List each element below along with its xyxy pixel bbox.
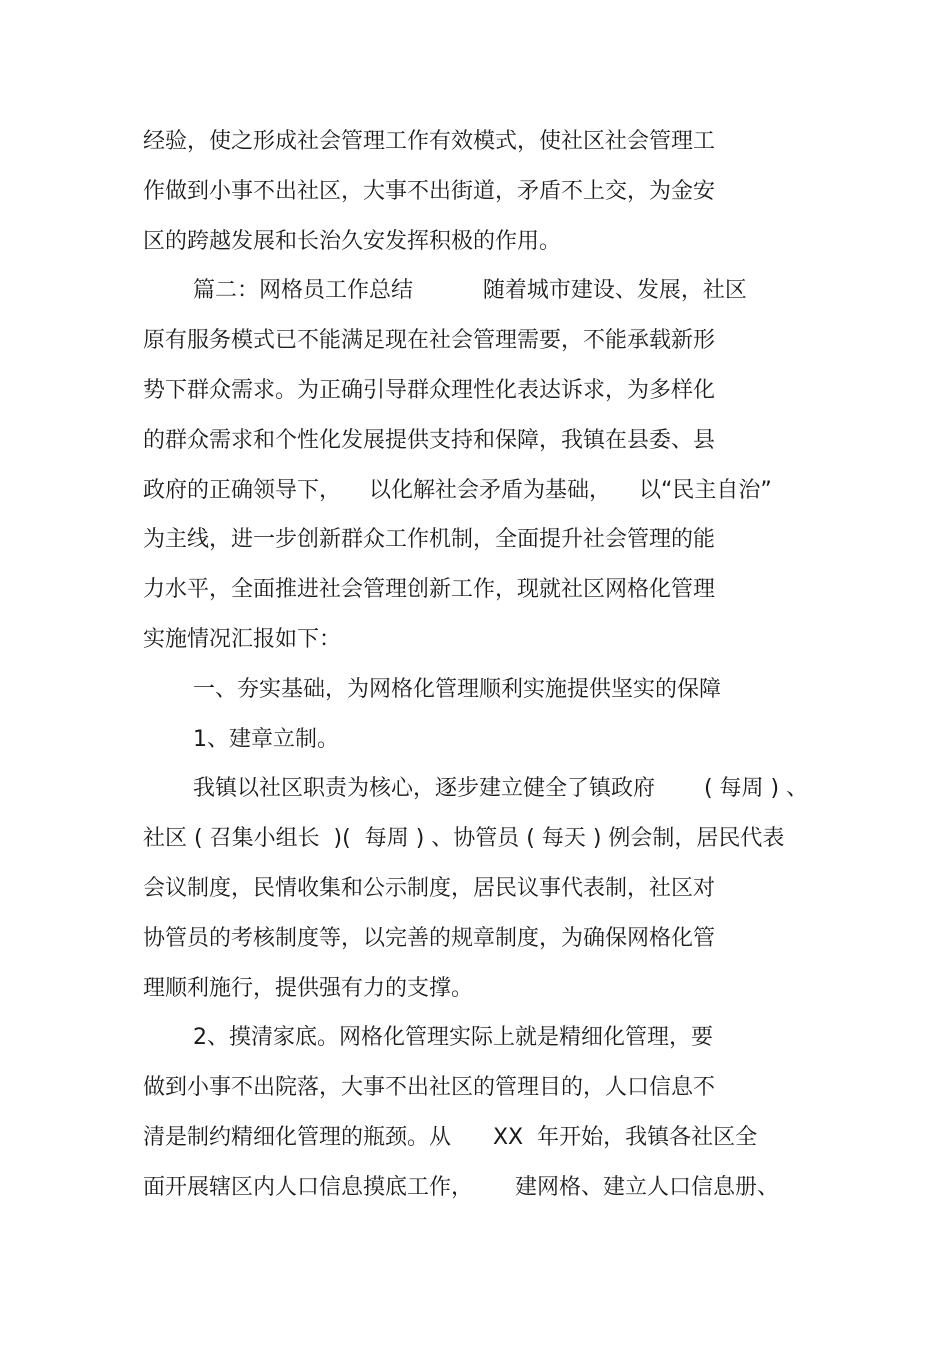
text-line: 实施情况汇报如下： [143, 627, 342, 652]
text-line: 原有服务模式已不能满足现在社会管理需要，不能承载新形 [143, 328, 716, 353]
subheading-line: 一、夯实基础，为网格化管理顺利实施提供坚实的保障 [193, 677, 722, 702]
text-line: 2、摸清家底。网格化管理实际上就是精细化管理，要 [193, 1025, 713, 1050]
text-line: 协管员的考核制度等，以完善的规章制度，为确保网格化管 [143, 926, 716, 951]
text-line: 作做到小事不出社区，大事不出街道，矛盾不上交，为金安 [143, 179, 716, 204]
text-line: 会议制度，民情收集和公示制度，居民议事代表制，社区对 [143, 876, 716, 901]
subheading-line: 1、建章立制。 [193, 727, 339, 752]
text-line: 经验，使之形成社会管理工作有效模式，使社区社会管理工 [143, 129, 716, 154]
text-line: 势下群众需求。为正确引导群众理性化表达诉求，为多样化 [143, 378, 716, 403]
text-line: 做到小事不出院落，大事不出社区的管理目的，人口信息不 [143, 1075, 716, 1100]
text-line: 的群众需求和个性化发展提供支持和保障，我镇在县委、县 [143, 428, 716, 453]
text-line: 政府的正确领导下， 以化解社会矛盾为基础， 以“民主自治” [143, 478, 772, 503]
text-line: 社区 ( 召集小组长 )( 每周 ) 、协管员 ( 每天 ) 例会制，居民代表 [143, 826, 785, 851]
text-line: 面开展辖区内人口信息摸底工作， 建网格、建立人口信息册、 [143, 1175, 779, 1200]
text-line: 理顺利施行，提供强有力的支撑。 [143, 976, 474, 1001]
section-heading-line: 篇二：网格员工作总结 随着城市建设、发展，社区 [193, 278, 747, 303]
text-line: 区的跨越发展和长治久安发挥积极的作用。 [143, 229, 562, 254]
text-line: 为主线，进一步创新群众工作机制，全面提升社会管理的能 [143, 527, 716, 552]
text-line: 清是制约精细化管理的瓶颈。从 XX 年开始，我镇各社区全 [143, 1125, 758, 1150]
text-line: 力水平，全面推进社会管理创新工作，现就社区网格化管理 [143, 577, 716, 602]
text-line: 我镇以社区职责为核心，逐步建立健全了镇政府 ( 每周 ) 、 [193, 776, 809, 801]
